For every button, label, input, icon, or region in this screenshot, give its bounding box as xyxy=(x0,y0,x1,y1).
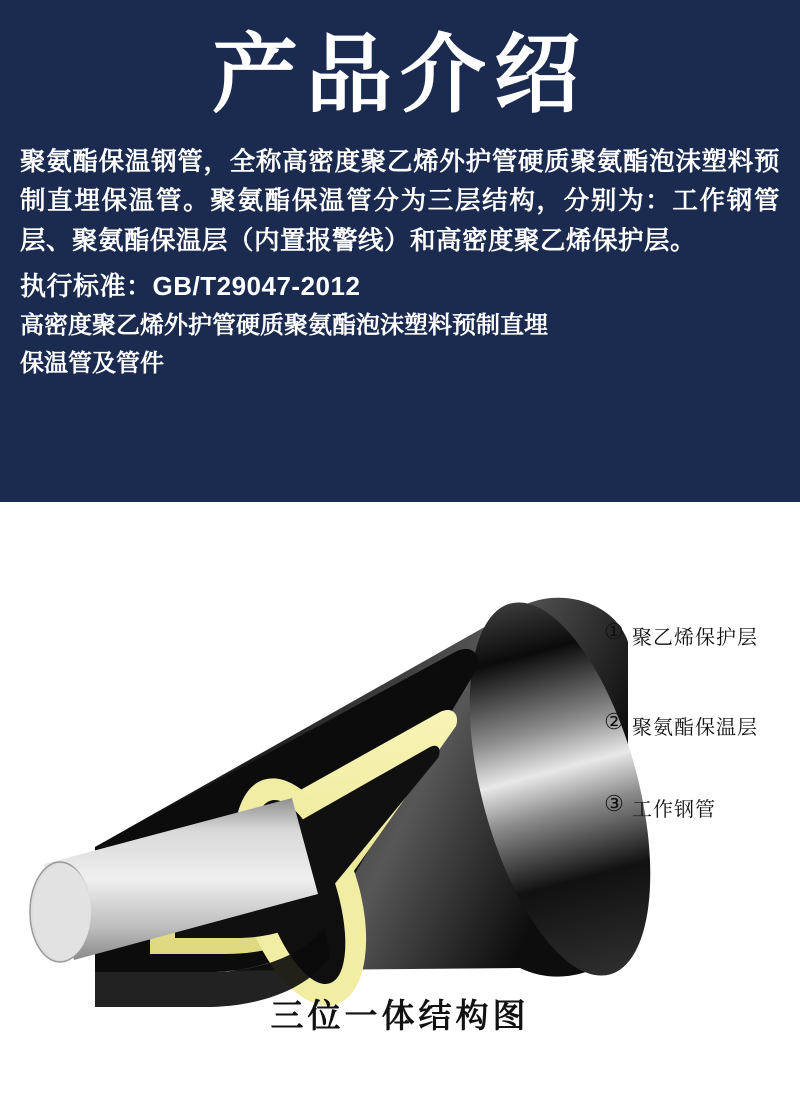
execution-standard: 执行标准：GB/T29047-2012 xyxy=(20,271,361,302)
intro-paragraph: 聚氨酯保温钢管，全称高密度聚乙烯外护管硬质聚氨酯泡沫塑料预制直埋保温管。聚氨酯保温管分为三层结构，分别为：工作钢管层、聚氨酯保温层（内置报警线）和高密度聚乙烯保护层。 xyxy=(20,147,780,255)
diagram-caption: 三位一体结构图 xyxy=(270,997,530,1034)
standard-title-line-2: 保温管及管件 xyxy=(20,350,164,378)
legend-label-3: 工作钢管 xyxy=(632,799,716,821)
legend-number-3: ③ xyxy=(604,791,624,816)
standard-title-line-1: 高密度聚乙烯外护管硬质聚氨酯泡沫塑料预制直埋 xyxy=(20,312,548,340)
intro-panel xyxy=(0,0,800,502)
steel-pipe-end-cap xyxy=(33,864,91,960)
structure-diagram xyxy=(0,502,800,1101)
legend-label-2: 聚氨酯保温层 xyxy=(632,717,758,739)
legend-number-2: ② xyxy=(604,709,624,734)
page-title: 产品介绍 xyxy=(212,27,588,123)
legend-label-1: 聚乙烯保护层 xyxy=(632,627,758,649)
legend-number-1: ① xyxy=(604,619,624,644)
